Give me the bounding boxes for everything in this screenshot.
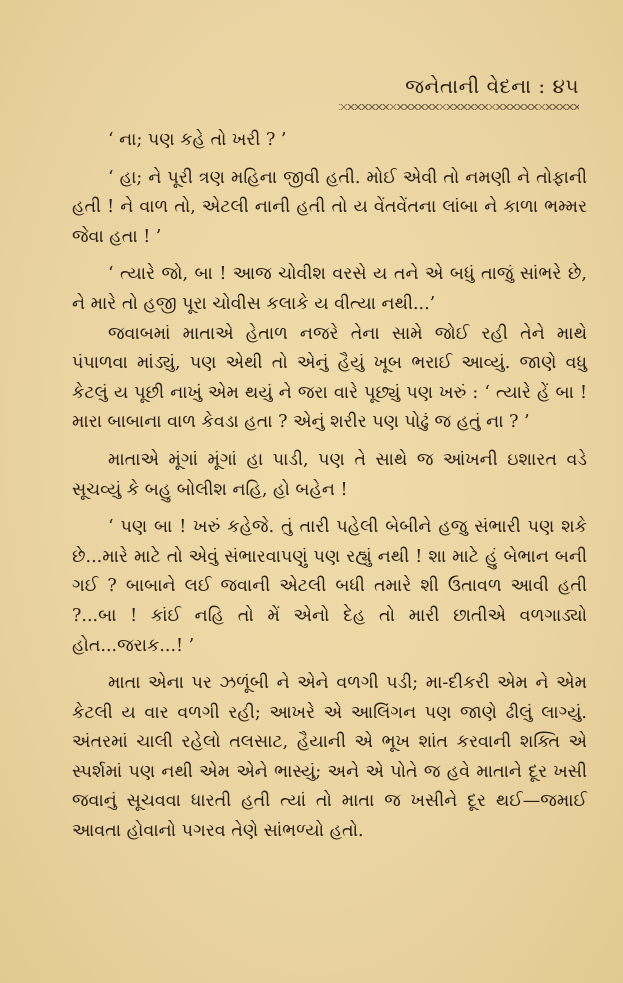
paragraph-4: જવાબમાં માતાએ હેતાળ નજરે તેના સામે જોઈ રહી તેને માથે પંપાળવા માંડ્યું, પણ એથી તો એનું હૈયું ખૂબ ભરાઈ આવ્યું. જાણે વધુ કેટલું ય પૂછી નાખું એમ થયું ને જરા વારે પૂછ્યું પણ ખરું : ‘ ત્યારે હેં બા ! મારા બાબાના વાળ કેવડા હતા ? એનું શરીર પણ પોઢું જ હતું ના ? ’ [72, 323, 587, 433]
running-title: જનેતાની વેદના : ૪૫ [405, 74, 579, 98]
page-body [72, 126, 587, 847]
running-header [339, 74, 579, 110]
paragraph-6: ‘ પણ બા ! ખરું કહેજે. તું તારી પહેલી બેબીને હજુ સંભારી પણ શકે છે...મારે માટે તો એવું સંભારવાપણું પણ રહ્યું નથી ! શા માટે હું બેભાન બની ગઈ ? બાબાને લઈ જવાની એટલી બધી તમારે શી ઉતાવળ આવી હતી ?...બા ! કાંઈ નહિ તો મેં એનો દેહ તો મારી છાતીએ વળગાડ્યો હોત...જરાક...! ’ [72, 517, 587, 656]
paragraph-7: માતા એના પર ઝળૂંબી ને એને વળગી પડી; મા-દીકરી એમ ને એમ કેટલી ય વાર વળગી રહી; આખરે એ આલિંગન પણ જાણે ઢીલું લાગ્યું. અંતરમાં ચાલી રહેલો તલસાટ, હૈયાની એ ભૂખ શાંત કરવાની શક્તિ એ સ્પર્શમાં પણ નથી એમ એને ભાસ્યું; અને એ પોતે જ હવે માતાને દૂર ખસી જવાનું સૂચવવા ધારતી હતી ત્યાં તો માતા જ ખસીને દૂર થઈ—જમાઈ આવતા હોવાનો પગરવ તેણે સાંભળ્યો હતો. [72, 673, 587, 842]
paragraph-3: ‘ ત્યારે જો, બા ! આજ ચોવીશ વરસે ય તને એ બધું તાજું સાંભરે છે, ને મારે તો હજી પૂરા ચોવીસ કલાકે ય વીત્યા નથી...’ [72, 264, 587, 314]
paragraph-2: ‘ હા; ને પૂરી ત્રણ મહિના જીવી હતી. મોઈ એવી તો નમણી ને તોફાની હતી ! ને વાળ તો, એટલી નાની હતી તો ય વેંતવેંતના લાંબા ને કાળા ભમ્મર જેવા હતા ! ’ [72, 167, 587, 247]
wavy-underline [339, 104, 579, 110]
paragraph-1: ‘ ના; પણ કહે તો ખરી ? ’ [108, 130, 287, 150]
paragraph-5: માતાએ મૂંગાં મૂંગાં હા પાડી, પણ તે સાથે જ આંખની ઇશારત વડે સૂચવ્યું કે બહુ બોલીશ નહિ, હો બહેન ! [72, 449, 587, 500]
